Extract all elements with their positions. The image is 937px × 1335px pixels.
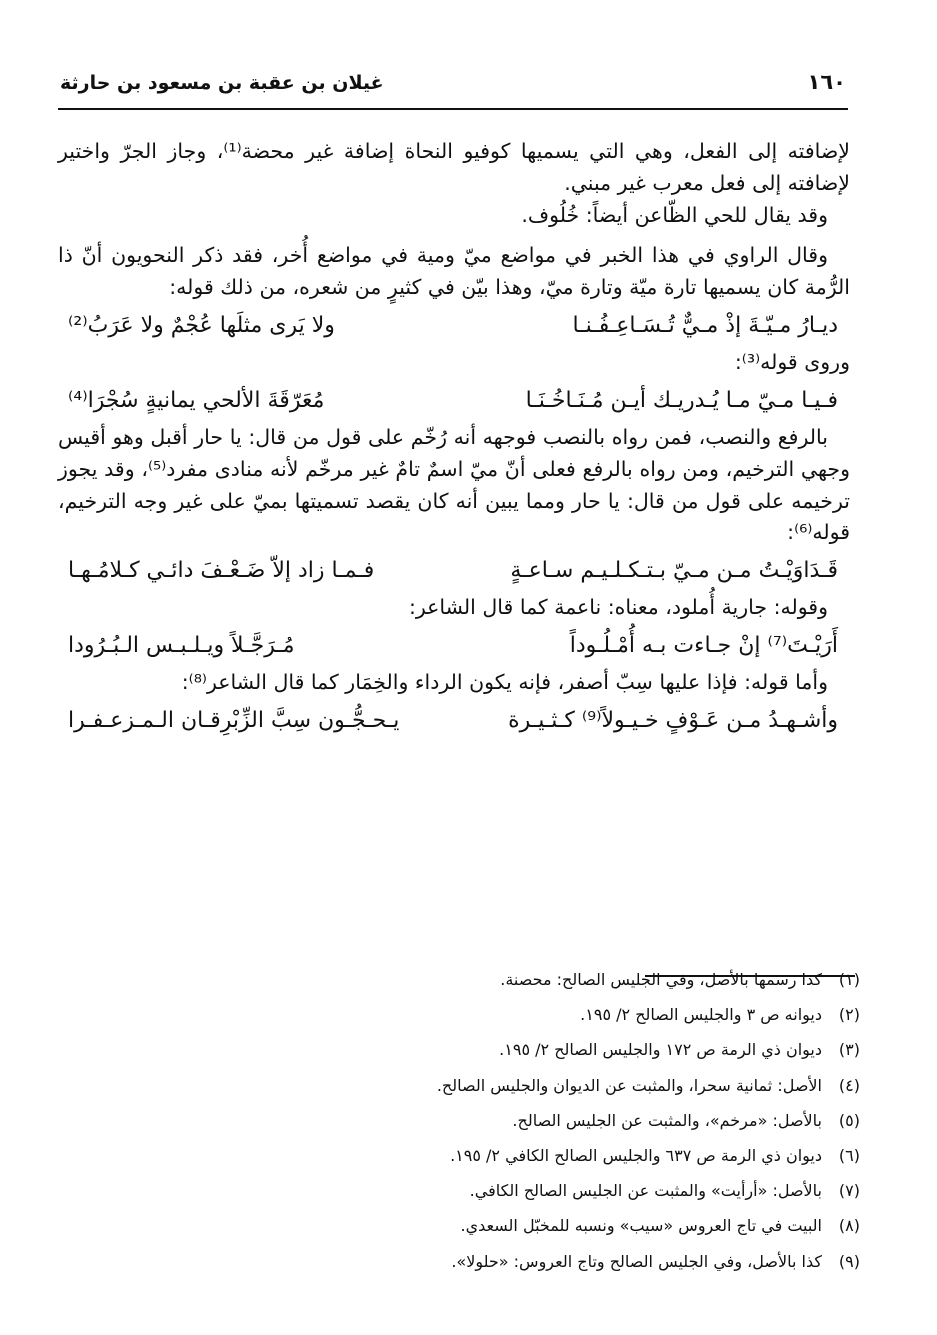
poetry-verse <box>58 703 850 738</box>
footnote-item <box>200 1068 860 1103</box>
footnote-item <box>200 1138 860 1173</box>
footnote-text: البيت في تاج العروس «سيب» ونسبه للمخبّل السعدي. <box>460 1216 822 1236</box>
verse-second-hemistich: ولا يَرى مثلَها عُجْمٌ ولا عَرَبُ⁽²⁾ <box>68 312 335 338</box>
footnote-item <box>200 962 860 997</box>
poetry-verse <box>58 628 850 663</box>
verse-first-hemistich: قَـدَاوَيْـتُ مـن مـيّ بـتـكـلـيـم سـاعـةٍ <box>510 558 838 584</box>
verse-first-hemistich: أَرَيْـتَ⁽⁷⁾ إنْ جـاءت بـه أُمْـلُـوداً <box>569 632 838 658</box>
footnote-number: (٧) <box>838 1181 860 1201</box>
footnote-item <box>200 997 860 1032</box>
poetry-verse <box>58 383 850 418</box>
running-title: غيلان بن عقبة بن مسعود بن حارثة <box>60 72 384 94</box>
page-header <box>58 68 848 110</box>
verse-second-hemistich: مُعَرّقَةَ الألحي يمانيةٍ سُجْرَا⁽⁴⁾ <box>68 387 325 413</box>
footnote-item <box>200 1173 860 1208</box>
poetry-verse <box>58 308 850 343</box>
footnote-text: ديوان ذي الرمة ص ١٧٢ والجليس الصالح ٢/ ١٩٥. <box>499 1040 822 1060</box>
paragraph: وأما قوله: فإذا عليها سِبّ أصفر، فإنه يكون الرداء والخِمَار كما قال الشاعر⁽⁸⁾: <box>181 670 828 695</box>
footnote-number: (٥) <box>838 1110 860 1130</box>
footnote-text: كذا رسمها بالأصل، وفي الجليس الصالح: محصنة. <box>500 970 822 989</box>
paragraph: لإضافته إلى الفعل، وهي التي يسميها كوفيو النحاة إضافة غير محضة⁽¹⁾، وجاز الجرّ واختير لإضافته إلى فعل معرب غير مبني. <box>58 139 850 195</box>
footnotes <box>200 962 860 1279</box>
verse-second-hemistich: فـمـا زاد إلاّ ضَـعْـفَ دائـي كـلامُـهـا <box>68 558 375 584</box>
paragraph: وقوله: جارية أُملود، معناه: ناعمة كما قال الشاعر: <box>408 595 828 620</box>
footnote-text: الأصل: ثمانية سحرا، والمثبت عن الديوان والجليس الصالح. <box>436 1075 822 1095</box>
footnote-number: (٣) <box>838 1040 860 1060</box>
poetry-verse <box>58 553 850 588</box>
verse-first-hemistich: وأشـهـدُ مـن عَـوْفٍ خـيـولاً⁽⁹⁾ كـثـيـرة <box>508 707 838 733</box>
footnote-text: كذا بالأصل، وفي الجليس الصالح وتاج العروس: «حلولا». <box>451 1251 822 1271</box>
paragraph: وقد يقال للحي الظّاعن أيضاً: خُلُوف. <box>521 202 828 227</box>
footnote-number: (٤) <box>838 1075 860 1095</box>
verse-first-hemistich: فـيـا مـيّ مـا يُـدريـك أيـن مُـنَـاخُـنَـا <box>525 387 838 413</box>
main-text <box>58 136 850 742</box>
verse-second-hemistich: مُـرَجَّـلاً ويـلـبـس الـبُـرُودا <box>68 632 295 658</box>
footnote-number: (٢) <box>838 1005 860 1025</box>
verse-second-hemistich: يـحـجُّـون سِبَّ الزِّبْرِقـان الـمـزعـفـرا <box>68 707 400 733</box>
footnote-number: (٨) <box>838 1216 860 1236</box>
footnote-text: بالأصل: «مرخم»، والمثبت عن الجليس الصالح. <box>512 1110 822 1130</box>
footnote-number: (٩) <box>838 1251 860 1271</box>
footnote-text: ديوانه ص ٣ والجليس الصالح ٢/ ١٩٥. <box>580 1005 822 1025</box>
paragraph: وقال الراوي في هذا الخبر في مواضع ميّ ومية في مواضع أُخر، فقد ذكر النحويون أنّ ذا الرُّمة كان يسميها تارة ميّة وتارة ميّ، وهذا بيّن في كثيرٍ من شعره، من ذلك قوله: <box>58 243 850 300</box>
footnote-item <box>200 1208 860 1243</box>
footnote-item <box>200 1244 860 1279</box>
footnote-item <box>200 1032 860 1067</box>
footnote-item <box>200 1103 860 1138</box>
footnote-text: ديوان ذي الرمة ص ٦٣٧ والجليس الصالح الكافي ٢/ ١٩٥. <box>450 1146 822 1166</box>
footnote-text: بالأصل: «أرأيت» والمثبت عن الجليس الصالح الكافي. <box>469 1181 822 1201</box>
footnote-number: (٦) <box>838 1146 860 1166</box>
footnote-number: (١) <box>838 970 860 989</box>
paragraph: وروى قوله⁽³⁾: <box>734 350 850 375</box>
paragraph: بالرفع والنصب، فمن رواه بالنصب فوجهه أنه رُخّم على قول من قال: يا حار أقبل وهو أقيس وجهي الترخيم، ومن رواه بالرفع فعلى أنّ ميّ اسمٌ تامٌ غير مرخّم لأنه منادى مفرد⁽⁵⁾، وقد يجوز ترخيمه على قول من قال: يا حار ومما يبين أنه كان يقصد تسميتها بميّ على غير وجه الترخيم، قوله⁽⁶⁾: <box>58 424 851 545</box>
verse-first-hemistich: ديـارُ مـيّـةَ إذْ مـيٌّ تُـسَـاعِـفُـنـا <box>572 312 838 338</box>
page-number: ١٦٠ <box>807 70 846 94</box>
